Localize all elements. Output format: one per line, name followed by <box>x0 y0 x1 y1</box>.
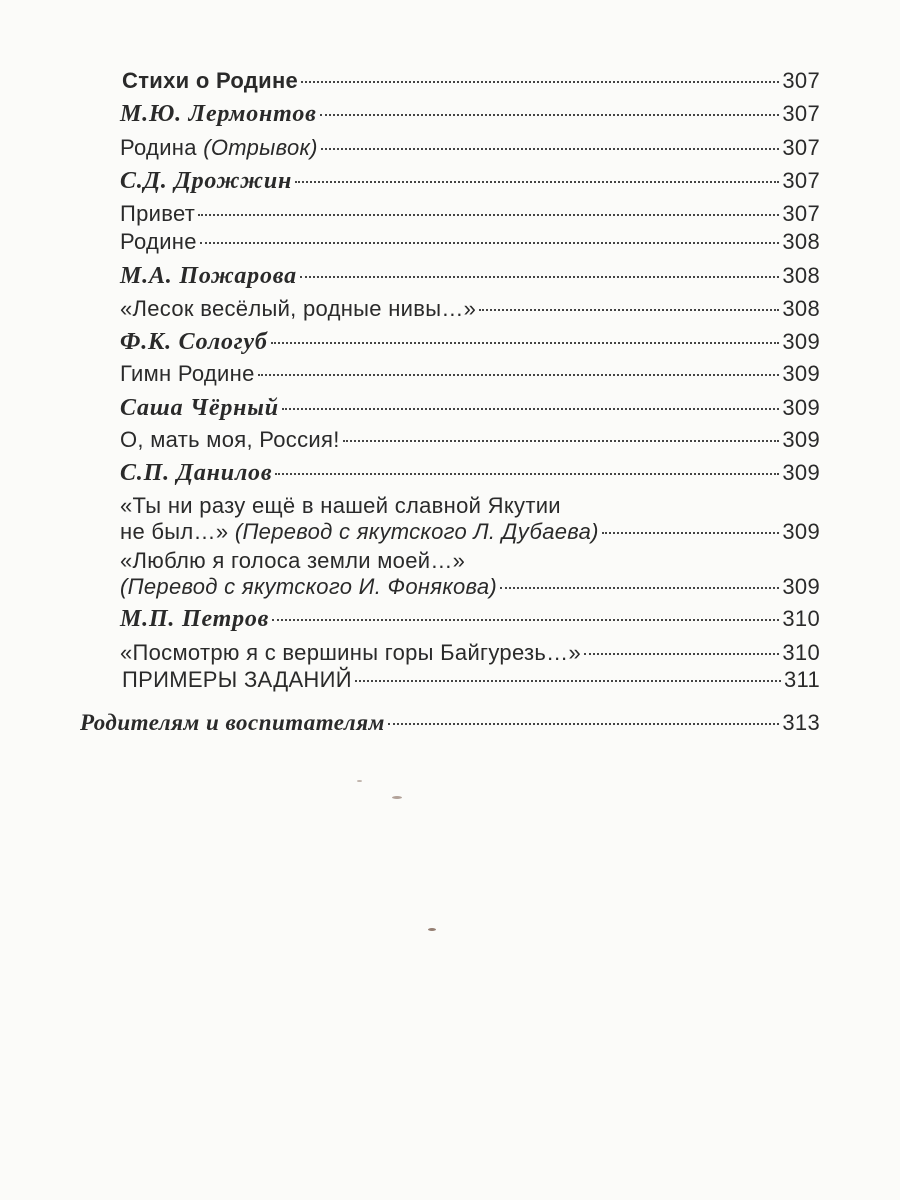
toc-entry-title: Ф.К. Сологуб <box>120 329 268 355</box>
toc-entry-title: М.Ю. Лермонтов <box>120 101 317 127</box>
toc-entry-poem <box>120 296 820 326</box>
dot-leader <box>320 114 780 116</box>
toc-entry-author <box>120 101 820 131</box>
toc-entry-title: «Лесок весёлый, родные нивы…» <box>120 296 477 321</box>
dot-leader <box>275 473 779 475</box>
toc-entry-title: Родине <box>120 229 197 254</box>
dot-leader <box>602 532 780 534</box>
toc-entry-title: Привет <box>120 201 196 226</box>
toc-entry-author <box>120 460 820 490</box>
toc-entry-page: 307 <box>782 135 820 160</box>
toc-entry-page: 308 <box>782 229 820 254</box>
toc-entry-page: 309 <box>782 427 820 452</box>
toc-entry-title: Стихи о Родине <box>122 68 299 93</box>
toc-entry-page: 309 <box>782 361 820 386</box>
toc-entry-page: 307 <box>782 168 820 193</box>
toc-entry-page: 309 <box>782 460 820 485</box>
toc-entry-title-line1: «Ты ни разу ещё в нашей славной Якутии <box>120 493 561 518</box>
toc-entry-title: Саша Чёрный <box>120 395 279 421</box>
toc-entry-title: «Посмотрю я с вершины горы Байгурезь…» <box>120 640 581 665</box>
paper-speck <box>357 780 362 782</box>
paper-speck <box>392 796 402 799</box>
toc-entry-title: не был…» <box>120 519 229 544</box>
dot-leader <box>584 653 779 655</box>
toc-entry-note: (Перевод с якутского И. Фонякова) <box>120 574 498 599</box>
dot-leader <box>500 587 779 589</box>
dot-leader <box>282 408 779 410</box>
toc-entry-poem <box>120 519 820 549</box>
toc-entry-title: Гимн Родине <box>120 361 255 386</box>
dot-leader <box>271 342 780 344</box>
dot-leader <box>301 81 779 83</box>
toc-entry-poem <box>120 229 820 259</box>
toc-entry-page: 313 <box>782 710 820 735</box>
toc-entry-page: 309 <box>782 329 820 354</box>
toc-entry-author <box>120 606 820 636</box>
toc-entry-page: 309 <box>782 395 820 420</box>
toc-entry-poem <box>120 201 820 231</box>
toc-entry-section <box>122 68 820 98</box>
toc-entry-author <box>120 263 820 293</box>
dot-leader <box>355 680 781 682</box>
toc-entry-poem <box>120 361 820 391</box>
toc-entry-poem <box>120 640 820 670</box>
toc-entry-page: 309 <box>782 574 820 599</box>
toc-entry-author <box>120 168 820 198</box>
dot-leader <box>198 214 779 216</box>
dot-leader <box>258 374 780 376</box>
dot-leader <box>272 619 779 621</box>
toc-entry-title-line1: «Люблю я голоса земли моей…» <box>120 548 466 573</box>
toc-entry-page: 307 <box>782 68 820 93</box>
toc-entry-page: 311 <box>784 667 820 692</box>
toc-entry-title: О, мать моя, Россия! <box>120 427 340 452</box>
dot-leader <box>479 309 779 311</box>
toc-entry-page: 310 <box>782 640 820 665</box>
toc-entry-author <box>120 395 820 425</box>
toc-entry-poem <box>120 135 820 165</box>
toc-entry-title: С.Д. Дрожжин <box>120 168 293 194</box>
dot-leader <box>321 148 780 150</box>
toc-entry-note: (Отрывок) <box>203 135 318 160</box>
toc-entry-title: М.П. Петров <box>120 606 270 632</box>
toc-entry-page: 307 <box>782 101 820 126</box>
dot-leader <box>295 181 779 183</box>
toc-entry-page: 308 <box>782 263 820 288</box>
dot-leader <box>388 723 780 725</box>
toc-entry-title: М.А. Пожарова <box>120 263 297 289</box>
toc-entry-title: Родителям и воспитателям <box>80 710 385 735</box>
toc-entry-title: С.П. Данилов <box>120 460 273 486</box>
toc-entry-title: Родина <box>120 135 197 160</box>
toc-entry-poem <box>120 574 820 604</box>
toc-entry-page: 309 <box>782 519 820 544</box>
toc-entry-section <box>122 667 820 697</box>
toc-entry-author <box>120 329 820 359</box>
toc-entry-part <box>80 710 820 740</box>
paper-speck <box>428 928 436 931</box>
dot-leader <box>343 440 780 442</box>
toc-entry-page: 308 <box>782 296 820 321</box>
toc-entry-page: 307 <box>782 201 820 226</box>
toc-entry-note: (Перевод с якутского Л. Дубаева) <box>234 519 599 544</box>
toc-entry-page: 310 <box>782 606 820 631</box>
dot-leader <box>300 276 779 278</box>
toc-entry-title: ПРИМЕРЫ ЗАДАНИЙ <box>122 667 352 692</box>
toc-entry-poem <box>120 427 820 457</box>
dot-leader <box>200 242 780 244</box>
